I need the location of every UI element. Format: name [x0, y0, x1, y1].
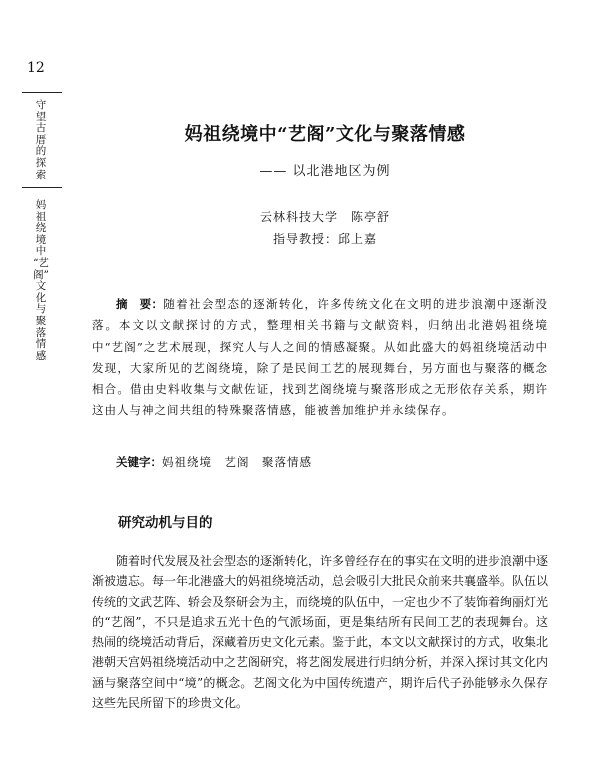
running-head-char: 妈 — [35, 199, 47, 211]
running-head-char: 中 — [35, 245, 47, 258]
abstract-text: 随着社会型态的逐渐转化，许多传统文化在文明的进步浪潮中逐渐没落。本文以文献探讨的方式，整理相关书籍与文献资料，归纳出北港妈祖绕境中“艺阁”之艺术展现，探究人与人之间的情感凝聚。从如此盛大的妈祖绕境活动中发现，大家所见的艺阁绕境，除了是民间工艺的展现舞台，另方面也与聚落的概念相合。借由史料收集与文献佐证，找到艺阁绕境与聚落形成之无形依存关系，期许这由人与神之间共组的特殊聚落情感，能被善加维护并永续保存。 — [92, 297, 549, 418]
side-rule-top — [22, 92, 62, 93]
running-head-char: 文 — [35, 280, 47, 293]
running-head-char: 与 — [35, 303, 47, 316]
running-head-char: 化 — [35, 291, 47, 304]
side-rule-middle — [22, 187, 62, 188]
keywords-text: 妈祖绕境 艺阁 聚落情感 — [162, 455, 312, 469]
section-title: 研究动机与目的 — [118, 515, 213, 531]
running-head-char: 聚 — [35, 314, 47, 327]
keywords — [116, 454, 556, 470]
article-title: 妈祖绕境中“艺阁”文化与聚落情感 — [184, 124, 466, 145]
running-head-char: 阁” — [33, 268, 49, 281]
running-head-char: 境 — [35, 233, 47, 246]
abstract-label: 摘 要： — [116, 297, 164, 311]
advisor-line: 指导教授：邱上嘉 — [272, 232, 377, 246]
running-head-char: “艺 — [33, 256, 49, 269]
running-head-char: 感 — [35, 349, 47, 362]
body-paragraph: 随着时代发展及社会型态的逐渐转化，许多曾经存在的事实在文明的进步浪潮中逐渐被遗忘。每一年北港盛大的妈祖绕境活动，总会吸引大批民众前来共襄盛举。队伍以传统的文武艺阵、轿会及祭研会为主，而绕境的队伍中，一定也少不了装饰着绚丽灯光的“艺阁”，不只是追求五光十色的气派场面，更是集结所有民间工艺的表现舞台。这热闹的绕境活动背后，深藏着历史文化元素。鉴于此，本文以文献探讨的方式，收集北港朝天宫妈祖绕境活动中之艺阁研究，将艺阁发展进行归纳分析，并深入探讨其文化内涵与聚落空间中“境”的概念。艺阁文化为中国传统遗产，期许后代子孙能够永久保存这些先民所留下的珍贵文化。 — [92, 554, 549, 711]
page-number: 12 — [27, 60, 45, 76]
running-head-series: 守望古厝的探索 — [35, 99, 47, 181]
running-head-char: 绕 — [35, 222, 47, 235]
running-head-char: 祖 — [35, 210, 47, 223]
running-head-char: 情 — [35, 338, 47, 351]
running-head-char: 落 — [35, 326, 47, 339]
keywords-label: 关键字： — [116, 455, 162, 469]
running-head-article — [31, 200, 51, 362]
author-line: 云林科技大学 陈亭舒 — [259, 210, 390, 224]
article-subtitle: —— 以北港地区为例 — [259, 164, 391, 179]
abstract — [92, 294, 548, 422]
